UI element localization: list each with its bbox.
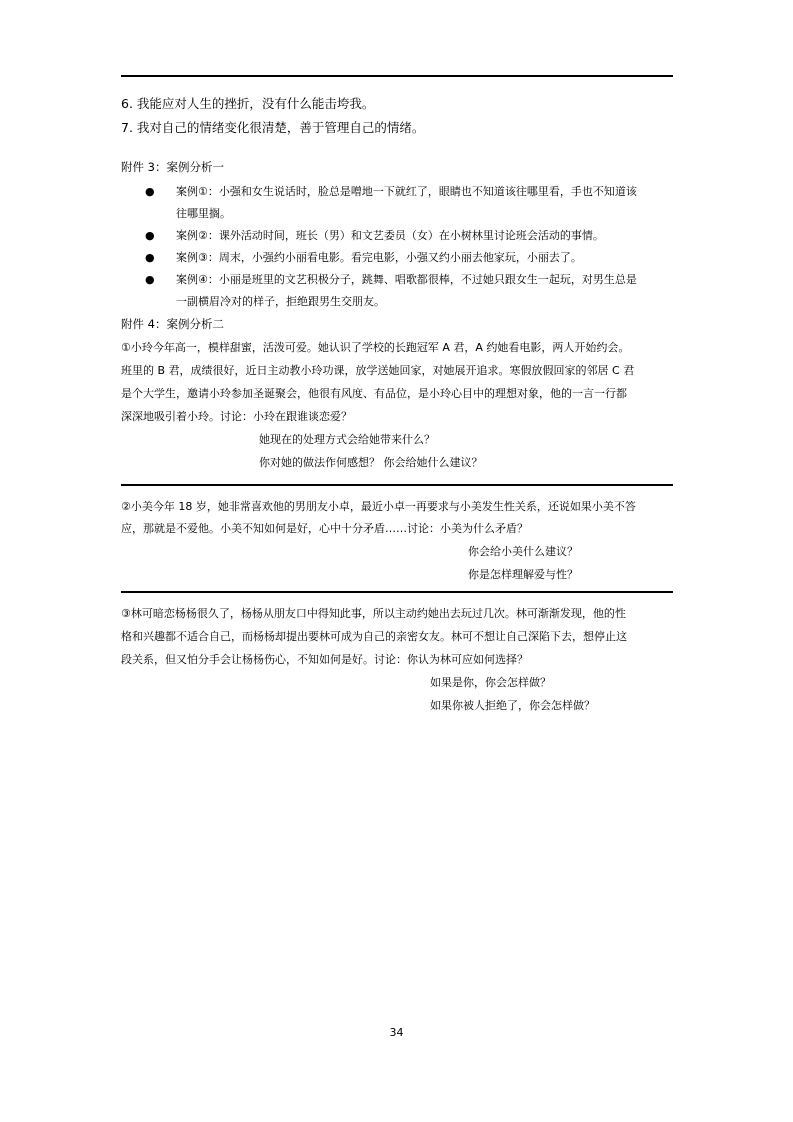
statement-7: 7. 我对自己的情绪变化很清楚，善于管理自己的情绪。	[121, 120, 425, 135]
case-xiaoling-question2: 你对她的做法作何感想？ 你会给她什么建议？	[259, 456, 483, 469]
bullet-marker: ●	[145, 273, 155, 286]
case-linke-question2: 如果你被人拒绝了，你会怎样做？	[430, 699, 595, 712]
case1-line2: 往哪里搁。	[176, 207, 231, 220]
attachment3-title: 附件 3：案例分析一	[121, 160, 224, 174]
case-linke-line3: 段关系，但又怕分手会让杨杨伤心，不知如何是好。讨论：你认为林可应如何选择？	[121, 653, 528, 666]
page-number: 34	[389, 1026, 404, 1039]
case1-line1: 案例①：小强和女生说话时，脸总是噌地一下就红了，眼睛也不知道该往哪里看，手也不知道该	[176, 185, 637, 198]
bullet-marker: ●	[145, 185, 155, 198]
case-xiaoling-line4: 深深地吸引着小玲。讨论：小玲在跟谁谈恋爱？	[121, 410, 352, 423]
case-xiaoling-line1: ①小玲今年高一，模样甜蜜，活泼可爱。她认识了学校的长跑冠军 A 君，A 约她看电影，两人开始约会。	[121, 341, 630, 354]
case-xiaomei-line2: 应，那就是不爱他。小美不知如何是好，心中十分矛盾……讨论：小美为什么矛盾？	[121, 522, 528, 535]
case-xiaoling-question1: 她现在的处理方式会给她带来什么？	[259, 433, 435, 446]
statement-6: 6. 我能应对人生的挫折，没有什么能击垮我。	[121, 96, 375, 111]
case-xiaomei-line1: ②小美今年 18 岁，她非常喜欢他的男朋友小卓，最近小卓一再要求与小美发生性关系，还说如果小美不答	[121, 500, 636, 513]
case4-line2: 一副横眉冷对的样子，拒绝跟男生交朋友。	[176, 295, 385, 308]
case-linke-question1: 如果是你，你会怎样做？	[430, 676, 551, 689]
case-xiaoling-line3: 是个大学生，邀请小玲参加圣诞聚会，他很有风度、有品位，是小玲心目中的理想对象，他的一言一行都	[121, 387, 627, 400]
section-divider	[121, 484, 673, 486]
case3-line1: 案例③：周末，小强约小丽看电影。看完电影，小强又约小丽去他家玩，小丽去了。	[176, 251, 582, 264]
attachment4-title: 附件 4：案例分析二	[121, 317, 224, 331]
bullet-marker: ●	[145, 251, 155, 264]
case2-line1: 案例②：课外活动时间，班长（男）和文艺委员（女）在小树林里讨论班会活动的事情。	[176, 229, 604, 242]
case-xiaoling-line2: 班里的 B 君，成绩很好，近日主动教小玲功课，放学送她回家，对她展开追求。寒假放假回家的邻居 C 君	[121, 364, 635, 377]
case4-line1: 案例④：小丽是班里的文艺积极分子，跳舞、唱歌都很棒，不过她只跟女生一起玩，对男生总是	[176, 273, 637, 286]
case-linke-line2: 格和兴趣都不适合自己，而杨杨却提出要林可成为自己的亲密女友。林可不想让自己深陷下去，想停止这	[121, 630, 627, 643]
case-xiaomei-question1: 你会给小美什么建议？	[468, 545, 578, 558]
bullet-marker: ●	[145, 229, 155, 242]
header-rule	[121, 75, 673, 77]
case-xiaomei-question2: 你是怎样理解爱与性？	[468, 568, 578, 581]
section-divider	[121, 591, 673, 593]
case-linke-line1: ③林可暗恋杨杨很久了，杨杨从朋友口中得知此事，所以主动约她出去玩过几次。林可渐渐发现，他的性	[121, 607, 626, 620]
